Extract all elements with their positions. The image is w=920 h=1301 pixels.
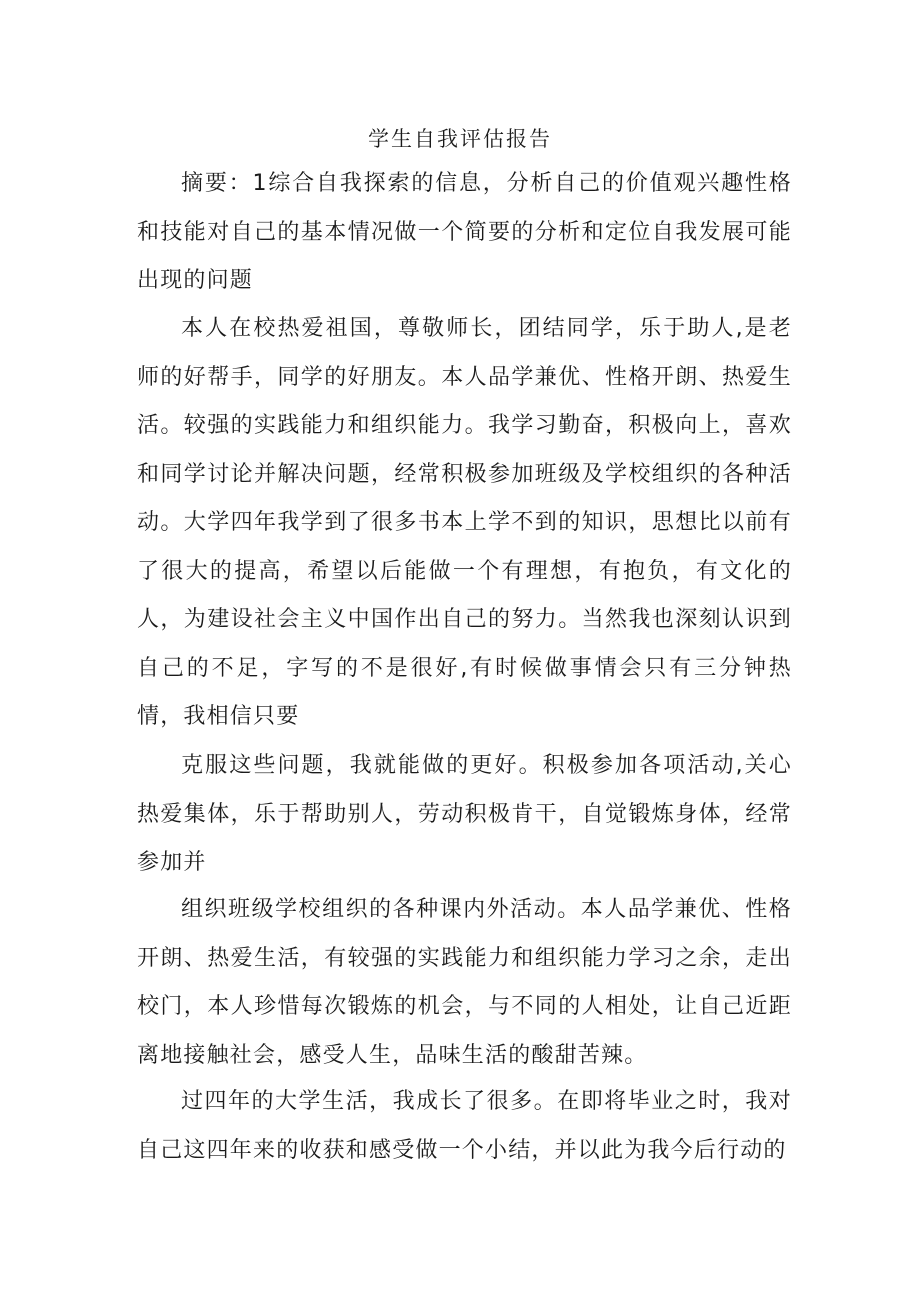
- paragraph-four-years-summary: 过四年的大学生活，我成长了很多。在即将毕业之时，我对自己这四年来的收获和感受做一个小结，并以此为我今后行动的: [137, 1089, 792, 1163]
- document-title: 学生自我评估报告: [368, 127, 552, 151]
- paragraph-abstract: 摘要：1综合自我探索的信息，分析自己的价值观兴趣性格和技能对自己的基本情况做一个简要的分析和定位自我发展可能出现的问题: [137, 171, 792, 293]
- paragraph-self-introduction: 本人在校热爱祖国，尊敬师长，团结同学，乐于助人,是老师的好帮手，同学的好朋友。本人品学兼优、性格开朗、热爱生活。较强的实践能力和组织能力。我学习勤奋，积极向上，喜欢和同学讨论并解决问题，经常积极参加班级及学校组织的各种活动。大学四年我学到了很多书本上学不到的知识，思想比以前有了很大的提高，希望以后能做一个有理想，有抱负，有文化的人，为建设社会主义中国作出自己的努力。当然我也深刻认识到自己的不足，字写的不是很好,有时候做事情会只有三分钟热情，我相信只要: [137, 316, 792, 729]
- paragraph-organize-activities: 组织班级学校组织的各种课内外活动。本人品学兼优、性格开朗、热爱生活，有较强的实践能力和组织能力学习之余，走出校门，本人珍惜每次锻炼的机会，与不同的人相处，让自己近距离地接触社会，感受人生，品味生活的酸甜苦辣。: [137, 897, 792, 1068]
- paragraph-overcome-problems: 克服这些问题，我就能做的更好。积极参加各项活动,关心热爱集体，乐于帮助别人，劳动积极肯干，自觉锻炼身体，经常参加并: [137, 753, 792, 875]
